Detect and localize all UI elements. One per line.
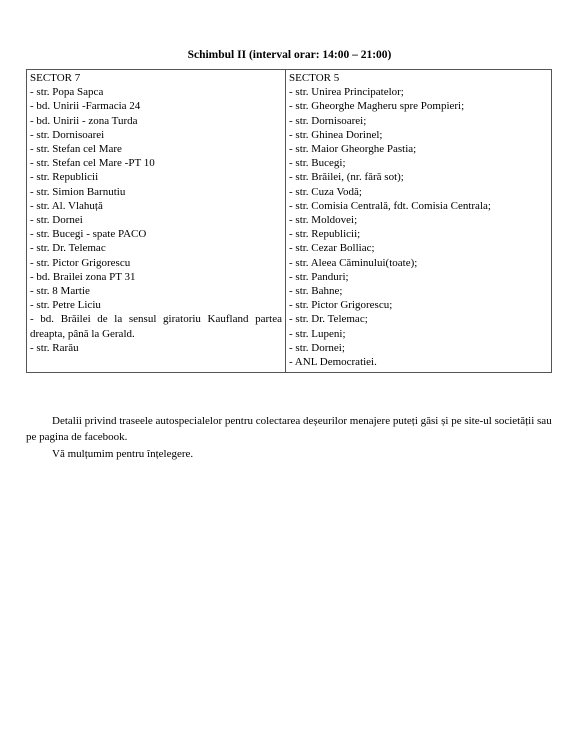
schedule-title: Schimbul II (interval orar: 14:00 – 21:00) xyxy=(187,49,392,61)
list-item: - str. Simion Barnutiu xyxy=(30,185,126,198)
schedule-table xyxy=(26,69,552,373)
list-item: - str. Bucegi - spate PACO xyxy=(30,228,147,241)
list-item: - ANL Democratiei. xyxy=(289,356,377,369)
list-item: - str. Petre Liciu xyxy=(30,299,101,312)
list-item: dreapta, până la Gerald. xyxy=(30,327,135,340)
sector-5-street-list xyxy=(289,85,548,369)
list-item: - str. Moldovei; xyxy=(289,214,358,227)
list-item: - str. Lupeni; xyxy=(289,327,346,340)
list-item: - str. Dornisoarei; xyxy=(289,114,367,127)
list-item: - str. Brăilei, (nr. fără sot); xyxy=(289,171,404,184)
list-item: - str. Al. Vlahuță xyxy=(30,199,103,212)
list-item: - str. Pictor Grigorescu xyxy=(30,256,131,269)
list-item: - str. Panduri; xyxy=(289,270,349,283)
list-item: - str. Republicii xyxy=(30,171,99,184)
list-item: - str. Pictor Grigorescu; xyxy=(289,299,393,312)
sector-7-cell xyxy=(27,70,286,373)
list-item: - str. Aleea Căminului(toate); xyxy=(289,256,418,269)
list-item: - str. Cezar Bolliac; xyxy=(289,242,375,255)
list-item: - str. Bahne; xyxy=(289,285,343,298)
list-item: - bd. Brăilei de la sensul giratoriu Kaufland partea xyxy=(30,313,282,326)
list-item: - bd. Unirii - zona Turda xyxy=(30,114,138,127)
list-item: - str. Maior Gheorghe Pastia; xyxy=(289,143,417,156)
list-item: - str. Republicii; xyxy=(289,228,361,241)
list-item: - str. Ghinea Dorinel; xyxy=(289,128,383,141)
list-item: - str. Dr. Telemac; xyxy=(289,313,368,326)
details-text: Detalii privind traseele autospecialelor pentru colectarea deșeurilor menajere puteți găsi și pe site-ul societății sau pe pagina de facebook. xyxy=(26,415,552,443)
list-item: - str. Unirea Principatelor; xyxy=(289,86,404,99)
list-item: - str. Stefan cel Mare -PT 10 xyxy=(30,157,155,170)
table-row xyxy=(27,70,552,373)
sector-7-heading: SECTOR 7 xyxy=(30,72,81,84)
sector-5-heading: SECTOR 5 xyxy=(289,72,340,84)
details-paragraph xyxy=(26,413,552,445)
sector-7-street-list xyxy=(30,85,282,312)
list-item: - str. 8 Martie xyxy=(30,285,90,298)
list-item: - str. Dr. Telemac xyxy=(30,242,106,255)
list-item: - str. Popa Sapca xyxy=(30,86,104,99)
list-item: - str. Stefan cel Mare xyxy=(30,143,122,156)
list-item: - str. Gheorghe Magheru spre Pompieri; xyxy=(289,100,465,113)
sector-5-cell xyxy=(286,70,552,373)
list-item: - str. Dornisoarei xyxy=(30,128,105,141)
list-item: - str. Cuza Vodă; xyxy=(289,185,362,198)
list-item: - str. Bucegi; xyxy=(289,157,346,170)
list-item: - str. Dornei xyxy=(30,214,83,227)
list-item: - str. Comisia Centrală, fdt. Comisia Centrala; xyxy=(289,199,491,212)
thanks-paragraph: Vă mulțumim pentru înțelegere. xyxy=(52,448,194,460)
list-item: - bd. Brailei zona PT 31 xyxy=(30,270,136,283)
list-item: - bd. Unirii -Farmacia 24 xyxy=(30,100,141,113)
list-item: - str. Dornei; xyxy=(289,341,345,354)
list-item: - str. Rarău xyxy=(30,341,79,354)
